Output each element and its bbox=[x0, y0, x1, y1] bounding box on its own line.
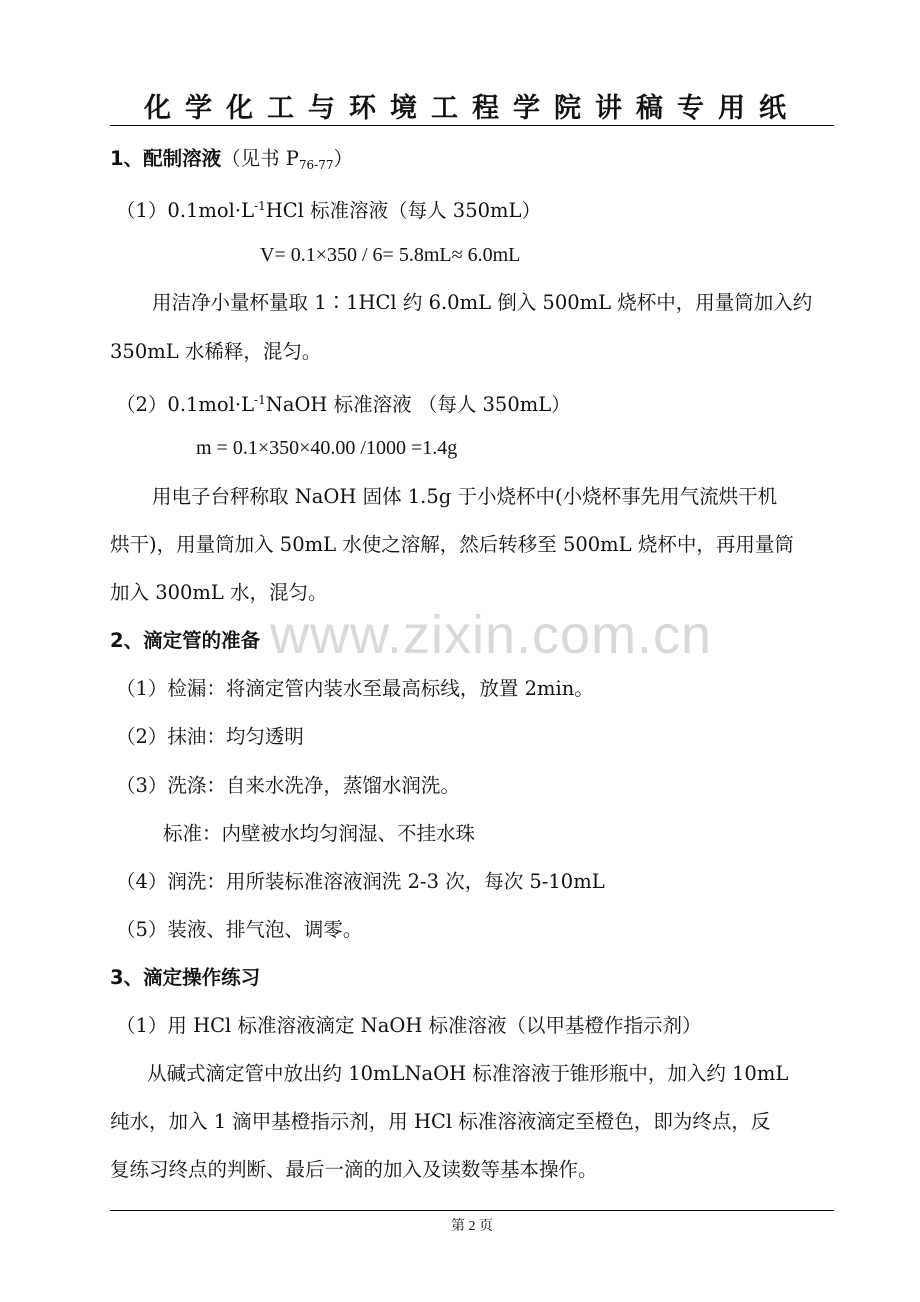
footer-rule bbox=[110, 1210, 834, 1211]
section-2-item: （1）检漏：将滴定管内装水至最高标线，放置 2min。 bbox=[116, 677, 594, 700]
section-3-sub-1: （1）用 HCl 标准溶液滴定 NaOH 标准溶液（以甲基橙作指示剂） bbox=[116, 1014, 702, 1037]
section-2-item: 标准：内壁被水均匀润湿、不挂水珠 bbox=[163, 822, 476, 845]
section-1-sub-2: $(2)0.1mol\cdot L^{-1}NaOH$ 标准溶液 （每人 350mL） bbox=[116, 393, 571, 416]
paragraph-3-line-3: 复练习终点的判断、最后一滴的加入及读数等基本操作。 bbox=[110, 1158, 598, 1181]
header-rule bbox=[110, 125, 834, 126]
paragraph-2-line-2: 烘干)，用量筒加入 50mL 水使之溶解，然后转移至 500mL 烧杯中，再用量筒 bbox=[110, 533, 794, 556]
section-3-heading: 3、滴定操作练习 bbox=[110, 966, 261, 989]
section-1-sub-1: $(1)0.1mol\cdot L^{-1}HCl$ 标准溶液（每人 350mL） bbox=[116, 199, 541, 222]
section-2-item: （5）装液、排气泡、调零。 bbox=[116, 918, 363, 941]
formula-2: m = 0.1×350×40.00 /1000 =1.4g bbox=[196, 437, 458, 459]
section-2-item: （3）洗涤：自来水洗净，蒸馏水润洗。 bbox=[116, 774, 460, 797]
paragraph-2-line-3: 加入 300mL 水，混匀。 bbox=[110, 581, 328, 604]
paragraph-3-line-1: 从碱式滴定管中放出约 10mLNaOH 标准溶液于锥形瓶中，加入约 10mL bbox=[147, 1062, 789, 1085]
page-number: 第 2 页 bbox=[451, 1219, 493, 1234]
paragraph-2-line-1: 用电子台秤称取 NaOH 固体 1.5g 于小烧杯中(小烧杯事先用气流烘干机 bbox=[152, 485, 778, 508]
paragraph-1-line-2: 350mL 水稀释，混匀。 bbox=[110, 340, 322, 363]
watermark: www.zixin.com.cn bbox=[270, 605, 713, 665]
section-1-heading: 1、配制溶液 bbox=[110, 147, 222, 170]
section-2-item: （2）抹油：均匀透明 bbox=[116, 725, 304, 748]
section-1-ref: （见书 $P_{76-77}$） bbox=[221, 147, 354, 172]
section-1-heading-line bbox=[110, 146, 353, 178]
paragraph-3-line-2: 纯水，加入 1 滴甲基橙指示剂，用 HCl 标准溶液滴定至橙色，即为终点，反 bbox=[110, 1110, 771, 1133]
section-2-heading: 2、滴定管的准备 bbox=[110, 629, 261, 652]
paragraph-1-line-1: 用洁净小量杯量取 1∶1HCl 约 6.0mL 倒入 500mL 烧杯中，用量筒加入约 bbox=[152, 291, 813, 314]
formula-1: V= 0.1×350 / 6= 5.8mL≈ 6.0mL bbox=[260, 244, 521, 266]
section-2-item: （4）润洗：用所装标准溶液润洗 2-3 次，每次 5-10mL bbox=[116, 870, 605, 893]
page-header-title: 化学化工与环境工程学院讲稿专用纸 bbox=[144, 93, 800, 124]
